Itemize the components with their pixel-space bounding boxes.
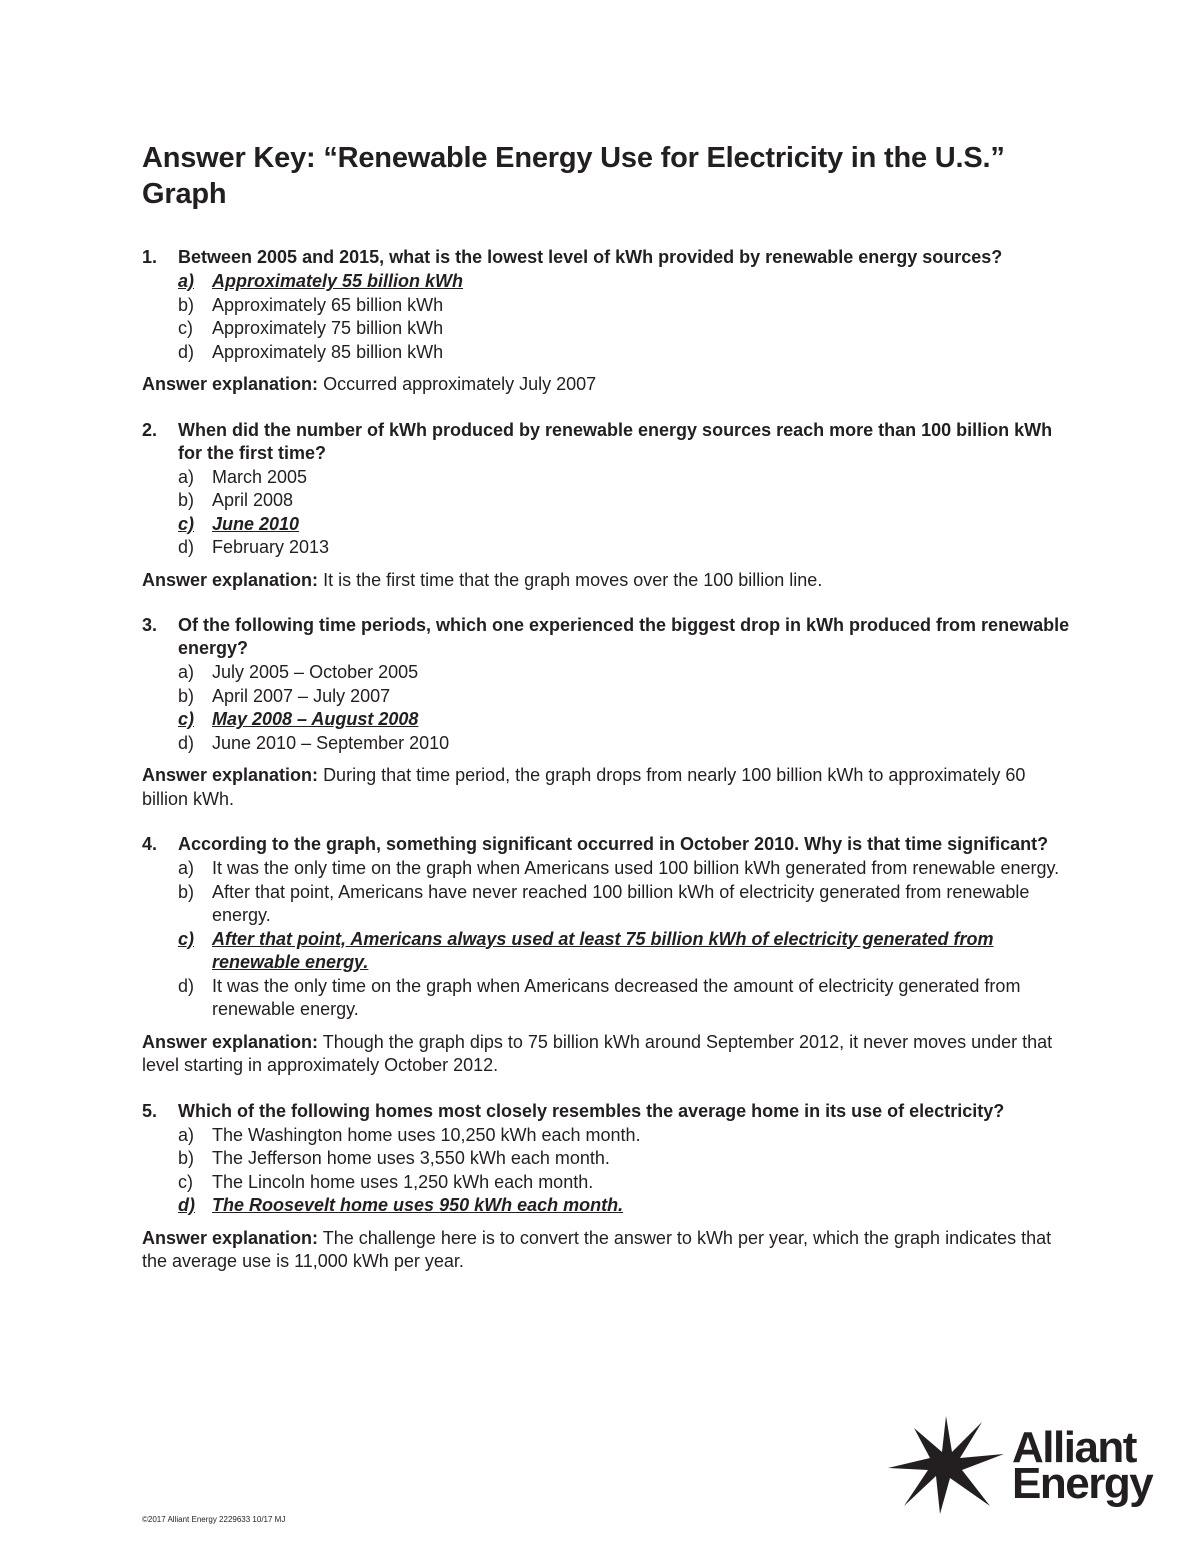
option-d <box>178 975 1072 1022</box>
option-letter: a) <box>178 271 195 291</box>
option-d <box>178 341 1072 365</box>
option-text: The Lincoln home uses 1,250 kWh each month. <box>212 1171 594 1192</box>
option-letter: a) <box>178 858 195 878</box>
option-c <box>178 1171 1072 1195</box>
question-stem <box>142 246 1072 269</box>
options-list <box>178 466 1072 560</box>
answer-explanation <box>142 569 1072 593</box>
answer-explanation <box>142 1031 1072 1078</box>
question-text: Which of the following homes most closely resembles the average home in its use of electricity? <box>178 1100 1005 1121</box>
answer-explanation <box>142 373 1072 397</box>
option-text: March 2005 <box>212 466 308 487</box>
option-d <box>178 732 1072 756</box>
option-b <box>178 294 1072 318</box>
option-text: It was the only time on the graph when Americans decreased the amount of electricity generated from renewable energy. <box>212 975 1021 1019</box>
options-list <box>178 1124 1072 1218</box>
option-text: June 2010 – September 2010 <box>212 732 450 753</box>
option-letter: c) <box>178 928 195 949</box>
explanation-text: The challenge here is to convert the answer to kWh per year, which the graph indicates that the average use is 11,000 kWh per year. <box>142 1227 1052 1271</box>
question-stem <box>142 614 1072 660</box>
option-text: June 2010 <box>212 513 300 534</box>
option-text: The Roosevelt home uses 950 kWh each month. <box>212 1195 624 1215</box>
option-letter: c) <box>178 513 195 534</box>
option-letter: b) <box>178 490 195 510</box>
logo-word-line1: Alliant <box>1012 1423 1136 1472</box>
question-4 <box>142 833 1072 1078</box>
option-text: April 2008 <box>212 490 294 510</box>
option-d-correct <box>178 1194 1072 1218</box>
option-letter: b) <box>178 685 195 706</box>
option-letter: d) <box>178 1195 195 1215</box>
question-2 <box>142 419 1072 593</box>
alliant-star-icon <box>886 1414 1006 1514</box>
option-letter: a) <box>178 662 195 682</box>
option-letter: b) <box>178 294 195 315</box>
question-3 <box>142 614 1072 811</box>
option-a <box>178 661 1072 685</box>
option-text: Approximately 55 billion kWh <box>212 271 464 291</box>
option-b <box>178 1147 1072 1171</box>
option-text: Approximately 65 billion kWh <box>212 294 444 315</box>
option-letter: d) <box>178 732 195 753</box>
option-d <box>178 536 1072 560</box>
explanation-label: Answer explanation: <box>142 1031 319 1052</box>
option-letter: a) <box>178 1124 195 1145</box>
option-letter: b) <box>178 881 195 902</box>
explanation-label: Answer explanation: <box>142 569 319 590</box>
options-list <box>178 857 1072 1022</box>
option-text: April 2007 – July 2007 <box>212 685 391 706</box>
question-stem <box>142 833 1072 856</box>
option-text: Approximately 75 billion kWh <box>212 318 444 338</box>
option-b <box>178 489 1072 513</box>
explanation-text: Though the graph dips to 75 billion kWh around September 2012, it never moves under that level starting in approximately October 2012. <box>142 1031 1053 1075</box>
option-text: The Washington home uses 10,250 kWh each month. <box>212 1124 641 1145</box>
answer-explanation <box>142 1227 1072 1274</box>
option-c-correct <box>178 513 1072 537</box>
option-c <box>178 317 1072 341</box>
option-b <box>178 881 1072 928</box>
explanation-text: During that time period, the graph drops from nearly 100 billion kWh to approximately 60 billion kWh. <box>142 765 1026 809</box>
option-text: February 2013 <box>212 537 330 557</box>
explanation-label: Answer explanation: <box>142 1227 319 1248</box>
question-stem <box>142 1100 1072 1123</box>
question-number: 2. <box>142 419 158 440</box>
option-letter: d) <box>178 341 195 362</box>
question-number: 3. <box>142 615 158 635</box>
option-a <box>178 857 1072 881</box>
question-5 <box>142 1100 1072 1274</box>
option-b <box>178 685 1072 709</box>
option-letter: b) <box>178 1148 195 1168</box>
copyright-footer: ©2017 Alliant Energy 2229633 10/17 MJ <box>142 1515 286 1524</box>
answer-explanation <box>142 764 1072 811</box>
option-letter: c) <box>178 1171 193 1192</box>
question-text: Of the following time periods, which one experienced the biggest drop in kWh produced from renewable energy? <box>178 615 1070 658</box>
option-text: The Jefferson home uses 3,550 kWh each month. <box>212 1148 610 1168</box>
option-a <box>178 466 1072 490</box>
option-text: Approximately 85 billion kWh <box>212 341 444 362</box>
question-stem <box>142 419 1072 465</box>
option-letter: a) <box>178 466 195 487</box>
option-letter: c) <box>178 318 193 338</box>
question-number: 1. <box>142 247 158 267</box>
answer-key-page <box>142 140 1072 1296</box>
option-text: After that point, Americans have never reached 100 billion kWh of electricity generated from renewable energy. <box>212 881 1030 925</box>
option-text: July 2005 – October 2005 <box>212 662 419 682</box>
option-c-correct <box>178 928 1072 975</box>
explanation-text: Occurred approximately July 2007 <box>323 374 597 394</box>
alliant-energy-logo <box>886 1414 1176 1514</box>
option-letter: c) <box>178 709 195 729</box>
logo-word-line2: Energy <box>1012 1459 1153 1508</box>
option-text: May 2008 – August 2008 <box>212 709 419 729</box>
question-number: 5. <box>142 1100 158 1121</box>
options-list <box>178 661 1072 755</box>
option-letter: d) <box>178 975 195 996</box>
explanation-label: Answer explanation: <box>142 374 319 394</box>
explanation-text: It is the first time that the graph moves over the 100 billion line. <box>323 569 823 590</box>
option-text: It was the only time on the graph when Americans used 100 billion kWh generated from renewable energy. <box>212 858 1060 878</box>
page-title: Answer Key: “Renewable Energy Use for Electricity in the U.S.” Graph <box>142 142 1005 210</box>
explanation-label: Answer explanation: <box>142 765 319 785</box>
question-number: 4. <box>142 834 158 854</box>
question-text: According to the graph, something significant occurred in October 2010. Why is that time significant? <box>178 834 1049 854</box>
question-text: Between 2005 and 2015, what is the lowest level of kWh provided by renewable energy sources? <box>178 247 1003 267</box>
option-a-correct <box>178 270 1072 294</box>
option-letter: d) <box>178 537 195 557</box>
options-list <box>178 270 1072 364</box>
option-a <box>178 1124 1072 1148</box>
question-text: When did the number of kWh produced by renewable energy sources reach more than 100 billion kWh for the first time? <box>178 419 1053 463</box>
question-1 <box>142 246 1072 397</box>
option-text: After that point, Americans always used at least 75 billion kWh of electricity generated from renewable energy. <box>212 928 994 972</box>
option-c-correct <box>178 708 1072 732</box>
